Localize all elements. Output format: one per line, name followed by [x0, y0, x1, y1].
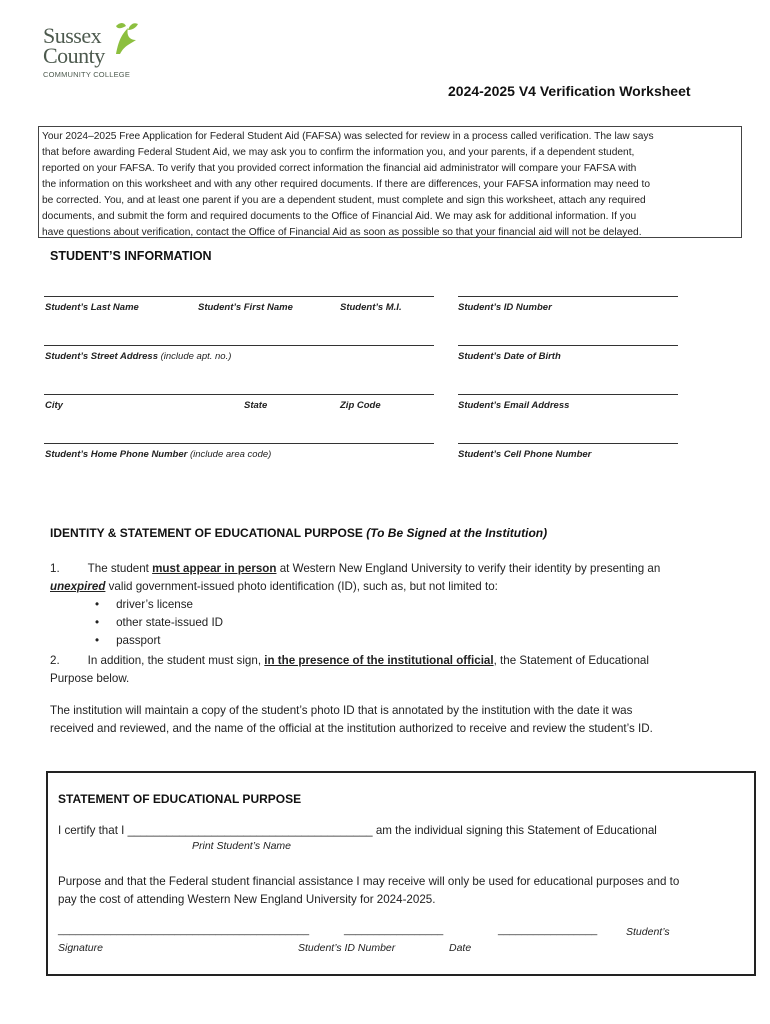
cell-phone-line[interactable]: [458, 443, 678, 444]
institution-paragraph-line: received and reviewed, and the name of the official at the institution authorized to receive and review the student’s ID.: [50, 722, 653, 735]
intro-line: that before awarding Federal Student Aid, we may ask you to confirm the information you, and your parents, if a dependent student,: [42, 147, 635, 158]
item-2-emphasis: in the presence of the institutional official: [264, 654, 494, 667]
identity-item-1: [50, 560, 750, 578]
bullet-marker: •: [95, 598, 100, 611]
logo-line-college: COMMUNITY COLLEGE: [43, 70, 131, 79]
item-1-number: 1.: [50, 562, 60, 575]
student-name-blank[interactable]: ______________________________________: [127, 824, 373, 837]
institution-paragraph-line: The institution will maintain a copy of the student’s photo ID that is annotated by the institution with the date it was: [50, 704, 633, 717]
date-label: Date: [449, 942, 472, 954]
logo-line-sussex: Sussex: [43, 23, 102, 48]
intro-box: [38, 126, 742, 238]
statement-heading: STATEMENT OF EDUCATIONAL PURPOSE: [58, 792, 302, 806]
name-line[interactable]: [44, 296, 434, 297]
purpose-line: pay the cost of attending Western New England University for 2024-2025.: [58, 893, 436, 906]
intro-line: documents, and submit the form and required documents to the Office of Financial Aid. We may ask for additional information. If you: [42, 211, 637, 222]
signature-label: Signature: [58, 942, 103, 954]
dob-label: Student’s Date of Birth: [458, 351, 561, 362]
logo-line-county: County: [43, 43, 105, 68]
identity-heading-text: IDENTITY & STATEMENT OF EDUCATIONAL PURPOSE: [50, 526, 363, 540]
street-note: (include apt. no.): [160, 351, 232, 362]
intro-line: be corrected. You, and at least one parent if you are a dependent student, must complete and sign this worksheet, attach any required: [42, 195, 646, 206]
city-line[interactable]: [44, 394, 434, 395]
home-phone-label: [45, 449, 271, 460]
item-2-text-c: , the Statement of Educational: [493, 654, 649, 667]
item-1-text-e: valid government-issued photo identification (ID), such as, but not limited to:: [105, 580, 498, 593]
bullet-item: [95, 596, 193, 614]
item-1-emphasis: must appear in person: [152, 562, 277, 575]
id-number-line[interactable]: [458, 296, 678, 297]
intro-line: reported on your FAFSA. To verify that you provided correct information the financial aid administrator will compare your FAFSA with: [42, 163, 637, 174]
street-label: [45, 351, 231, 362]
identity-heading: [50, 526, 547, 540]
last-name-label: Student’s Last Name: [45, 302, 139, 313]
bullet-item: [95, 614, 223, 632]
bullet-text: driver’s license: [116, 598, 193, 611]
intro-line: Your 2024–2025 Free Application for Federal Student Aid (FAFSA) was selected for review in a process called verification. The law says: [42, 131, 654, 142]
college-logo: [40, 18, 150, 82]
identity-item-2: [50, 652, 750, 670]
intro-line: the information on this worksheet and with any other required documents. If there are differences, your FAFSA information may need to: [42, 179, 650, 190]
leaf-logo-icon: [106, 18, 140, 56]
bullet-marker: •: [95, 634, 100, 647]
zip-label: Zip Code: [340, 400, 381, 411]
student-info-heading: STUDENT’S INFORMATION: [50, 249, 212, 263]
identity-item-2-cont: Purpose below.: [50, 672, 130, 685]
item-1-text-a: The student: [87, 562, 153, 575]
bullet-marker: •: [95, 616, 100, 629]
street-line[interactable]: [44, 345, 434, 346]
page-title: 2024-2025 V4 Verification Worksheet: [448, 83, 691, 99]
dob-line[interactable]: [458, 345, 678, 346]
date-blank[interactable]: _________________: [498, 924, 598, 936]
first-name-label: Student’s First Name: [198, 302, 293, 313]
students-label: Student’s: [626, 926, 670, 938]
identity-heading-note: (To Be Signed at the Institution): [366, 526, 548, 540]
email-label: Student’s Email Address: [458, 400, 570, 411]
intro-line: have questions about verification, contact the Office of Financial Aid as soon as possible so that your financial aid will not be delayed.: [42, 227, 642, 238]
street-label-text: Student’s Street Address: [45, 351, 158, 362]
identity-item-1-cont: [50, 578, 750, 596]
home-phone-line[interactable]: [44, 443, 434, 444]
certify-text-a: I certify that I: [58, 824, 128, 837]
city-label: City: [45, 400, 63, 411]
certify-line: [58, 822, 748, 840]
id-number-label: Student’s ID Number: [458, 302, 552, 313]
state-label: State: [244, 400, 268, 411]
home-phone-note: (include area code): [189, 449, 272, 460]
unexpired-text: unexpired: [50, 580, 106, 593]
item-2-number: 2.: [50, 654, 60, 667]
print-name-label: Print Student’s Name: [192, 840, 292, 852]
certify-text-b: am the individual signing this Statement of Educational: [372, 824, 657, 837]
home-phone-label-text: Student’s Home Phone Number: [45, 449, 188, 460]
email-line[interactable]: [458, 394, 678, 395]
student-id-label: Student’s ID Number: [298, 942, 396, 954]
id-number-blank[interactable]: _________________: [344, 924, 444, 936]
bullet-text: other state-issued ID: [116, 616, 224, 629]
item-2-text-a: In addition, the student must sign,: [87, 654, 265, 667]
cell-phone-label: Student’s Cell Phone Number: [458, 449, 592, 460]
bullet-item: [95, 632, 161, 650]
signature-blank[interactable]: ___________________________________________: [58, 924, 310, 936]
item-1-text-c: at Western New England University to verify their identity by presenting an: [276, 562, 661, 575]
mi-label: Student’s M.I.: [340, 302, 402, 313]
purpose-line: Purpose and that the Federal student financial assistance I may receive will only be used for educational purposes and to: [58, 875, 680, 888]
bullet-text: passport: [116, 634, 161, 647]
